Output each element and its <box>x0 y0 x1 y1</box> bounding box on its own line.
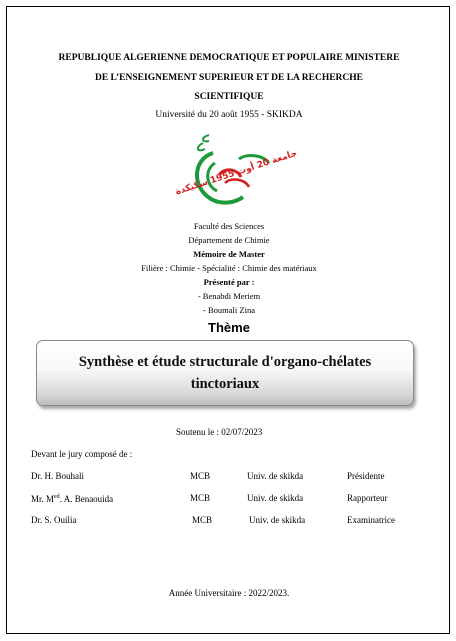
thesis-title <box>37 351 413 395</box>
jury-member-name: Dr. H. Bouhali <box>31 471 84 481</box>
author-1: - Benabdi Meriem <box>197 291 261 301</box>
jury-member-grade: MCB <box>190 493 211 503</box>
jury-member-name: Mr. $M^{ed}$. A. Benaouida <box>31 494 114 504</box>
author-2: - Boumali Zina <box>203 305 255 315</box>
jury-member-grade: MCB <box>190 471 211 481</box>
thesis-title-line-1: Synthèse et étude structurale d'organo-chélates <box>78 354 372 370</box>
jury-member-grade: MCB <box>192 515 213 525</box>
logo-arabic-text: جامعة 20 أوت 1955 سكيكدة <box>174 148 299 198</box>
academic-year: Année Universitaire : 2022/2023. <box>168 588 290 598</box>
jury-member-role: Rapporteur <box>347 493 388 503</box>
university-name: Université du 20 août 1955 - SKIKDA <box>155 110 303 120</box>
header-line-3: SCIENTIFIQUE <box>194 92 264 102</box>
header-line-2: DE L’ENSEIGNEMENT SUPERIEUR ET DE LA RECHERCHE <box>94 73 363 83</box>
department: Département de Chimie <box>188 235 270 245</box>
jury-member-role: Examinatrice <box>347 515 395 525</box>
jury-member-univ: Univ. de skikda <box>247 493 304 503</box>
university-logo <box>174 129 299 211</box>
title-box <box>36 340 414 406</box>
thesis-title-line-2: tinctoriaux <box>190 376 260 392</box>
memoire-type: Mémoire de Master <box>193 249 265 259</box>
jury-member-univ: Univ. de skikda <box>247 471 304 481</box>
jury-member-name: Dr. S. Ouilia <box>31 515 77 525</box>
presented-by-label: Présenté par : <box>203 277 255 287</box>
jury-member-univ: Univ. de skikda <box>249 515 306 525</box>
document-page <box>6 6 450 634</box>
jury-intro: Devant le jury composé de : <box>31 449 133 459</box>
defense-date: Soutenu le : 02/07/2023 <box>176 427 263 437</box>
filiere: Filière : Chimie - Spécialité : Chimie des matériaux <box>141 263 317 273</box>
theme-label: Thème <box>208 320 250 335</box>
faculty: Faculté des Sciences <box>193 221 265 231</box>
jury-member-role: Présidente <box>347 471 385 481</box>
header-line-1: REPUBLIQUE ALGERIENNE DEMOCRATIQUE ET POPULAIRE MINISTERE <box>58 53 400 63</box>
